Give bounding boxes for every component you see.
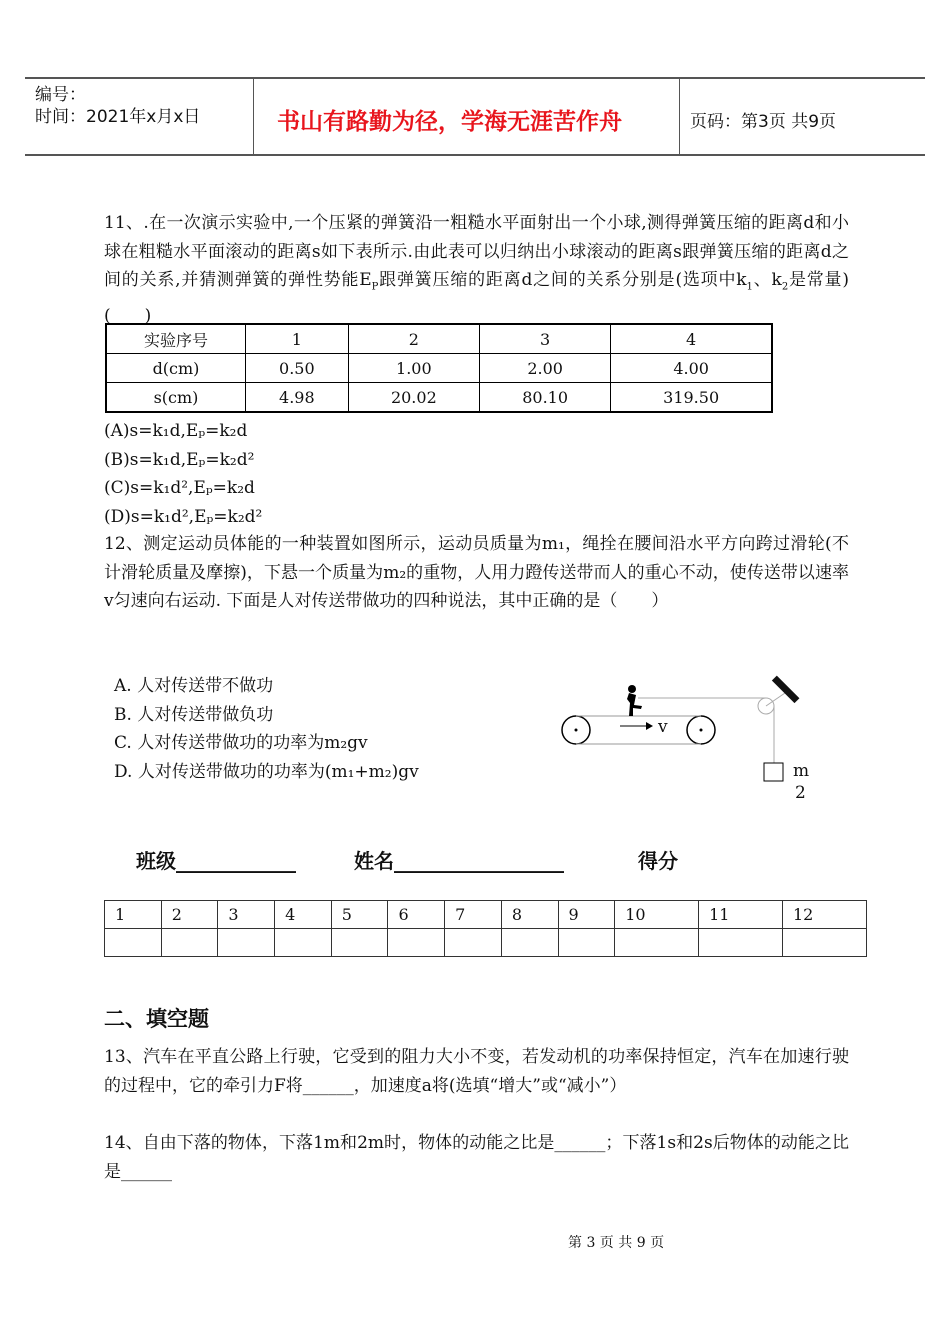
answer-number: 12: [783, 901, 867, 929]
answer-cell[interactable]: [218, 929, 275, 957]
experiment-table: [105, 323, 773, 413]
doc-number-label: 编号：: [35, 85, 86, 105]
answer-number: 6: [388, 901, 445, 929]
table-cell: s(cm): [106, 383, 246, 413]
table-cell: 4.98: [246, 383, 349, 413]
question-11-options: [104, 417, 262, 531]
answer-cell[interactable]: [445, 929, 502, 957]
name-field[interactable]: 姓名_________________: [354, 849, 564, 873]
answer-number: 5: [331, 901, 388, 929]
arrow-icon: [646, 722, 653, 730]
velocity-label: v: [658, 717, 668, 737]
question-11-text: 11、.在一次演示实验中,一个压紧的弹簧沿一粗糙水平面射出一个小球,测得弹簧压缩的距离d和小球在粗糙水平面滚动的距离s如下表所示.由此表可以归纳出小球滚动的距离s跟弹簧压缩的距离d之间的关系,并猜测弹簧的弹性势能$E_P$跟弹簧压缩的距离d之间的关系分别是(选项中$k_1$、$k_2$是常量)( ): [104, 213, 849, 326]
option-c[interactable]: (C)s=k₁d²,Eₚ=k₂d: [104, 478, 255, 498]
option-d[interactable]: D. 人对传送带做功的功率为(m₁+m₂)gv: [114, 761, 419, 782]
answer-cell[interactable]: [105, 929, 162, 957]
answer-cell[interactable]: [275, 929, 332, 957]
score-label: 得分: [638, 849, 678, 873]
question-12-options: [114, 672, 419, 786]
header-motto: 书山有路勤为径，学海无涯苦作舟: [277, 109, 622, 135]
answer-number: 2: [161, 901, 218, 929]
table-cell: 4.00: [611, 354, 772, 383]
option-c[interactable]: C. 人对传送带做功的功率为m₂gv: [114, 733, 368, 753]
table-row: [106, 354, 772, 383]
answer-cell[interactable]: [699, 929, 783, 957]
table-cell: 2.00: [479, 354, 610, 383]
table-cell: 3: [479, 324, 610, 354]
answer-cell[interactable]: [161, 929, 218, 957]
answer-table: [104, 900, 867, 957]
doc-time-label: 时间：2021年x月x日: [35, 107, 201, 127]
table-cell: d(cm): [106, 354, 246, 383]
class-field[interactable]: 班级____________: [136, 849, 296, 873]
conveyor-belt: [562, 716, 715, 744]
answer-input-row: [105, 929, 867, 957]
answer-number: 7: [445, 901, 502, 929]
section-title: 二、填空题: [104, 1007, 209, 1031]
table-cell: 319.50: [611, 383, 772, 413]
option-b[interactable]: B. 人对传送带做负功: [114, 704, 274, 725]
answer-number: 9: [558, 901, 615, 929]
answer-cell[interactable]: [558, 929, 615, 957]
page-number-label: 页码：第3页 共9页: [690, 112, 837, 132]
answer-cell[interactable]: [783, 929, 867, 957]
page-footer: 第 3 页 共 9 页: [568, 1235, 665, 1251]
conveyor-diagram: [550, 665, 830, 805]
answer-cell[interactable]: [615, 929, 699, 957]
table-cell: 0.50: [246, 354, 349, 383]
table-cell: 1: [246, 324, 349, 354]
table-cell: 4: [611, 324, 772, 354]
question-14-text: 14、自由下落的物体，下落1m和2m时，物体的动能之比是______；下落1s和2s后物体的动能之比是______: [104, 1133, 849, 1182]
table-cell: 80.10: [479, 383, 610, 413]
answer-number: 11: [699, 901, 783, 929]
table-row: [106, 324, 772, 354]
question-12-text: 12、测定运动员体能的一种装置如图所示，运动员质量为m₁，绳拴在腰间沿水平方向跨过滑轮(不计滑轮质量及摩擦)，下悬一个质量为m₂的重物，人用力蹬传送带而人的重心不动，使传送带以速率v匀速向右运动. 下面是人对传送带做功的四种说法，其中正确的是（ ）: [104, 534, 849, 611]
answer-number: 10: [615, 901, 699, 929]
table-cell: 实验序号: [106, 324, 246, 354]
weight-block: [764, 763, 783, 781]
option-a[interactable]: A. 人对传送带不做功: [114, 676, 274, 696]
table-row: [106, 383, 772, 413]
table-cell: 1.00: [348, 354, 479, 383]
header-divider: [253, 78, 254, 155]
mass-label: m: [793, 761, 810, 781]
answer-cell[interactable]: [388, 929, 445, 957]
header-divider: [679, 78, 680, 155]
table-cell: 20.02: [348, 383, 479, 413]
runner-icon: [627, 685, 642, 716]
question-13-text: 13、汽车在平直公路上行驶，它受到的阻力大小不变，若发动机的功率保持恒定，汽车在加速行驶的过程中，它的牵引力F将______，加速度a将(选填“增大”或“减小”）: [104, 1047, 849, 1096]
answer-number: 3: [218, 901, 275, 929]
header-top-rule: [25, 77, 925, 79]
option-a[interactable]: (A)s=k₁d,Eₚ=k₂d: [104, 421, 248, 441]
option-d[interactable]: (D)s=k₁d²,Eₚ=k₂d²: [104, 506, 263, 527]
answer-number: 1: [105, 901, 162, 929]
answer-cell[interactable]: [331, 929, 388, 957]
answer-header-row: [105, 901, 867, 929]
mass-label-subscript: 2: [795, 783, 806, 803]
table-cell: 2: [348, 324, 479, 354]
option-b[interactable]: (B)s=k₁d,Eₚ=k₂d²: [104, 449, 255, 470]
answer-number: 8: [501, 901, 558, 929]
answer-number: 4: [275, 901, 332, 929]
answer-cell[interactable]: [501, 929, 558, 957]
header-bottom-rule: [25, 154, 925, 156]
